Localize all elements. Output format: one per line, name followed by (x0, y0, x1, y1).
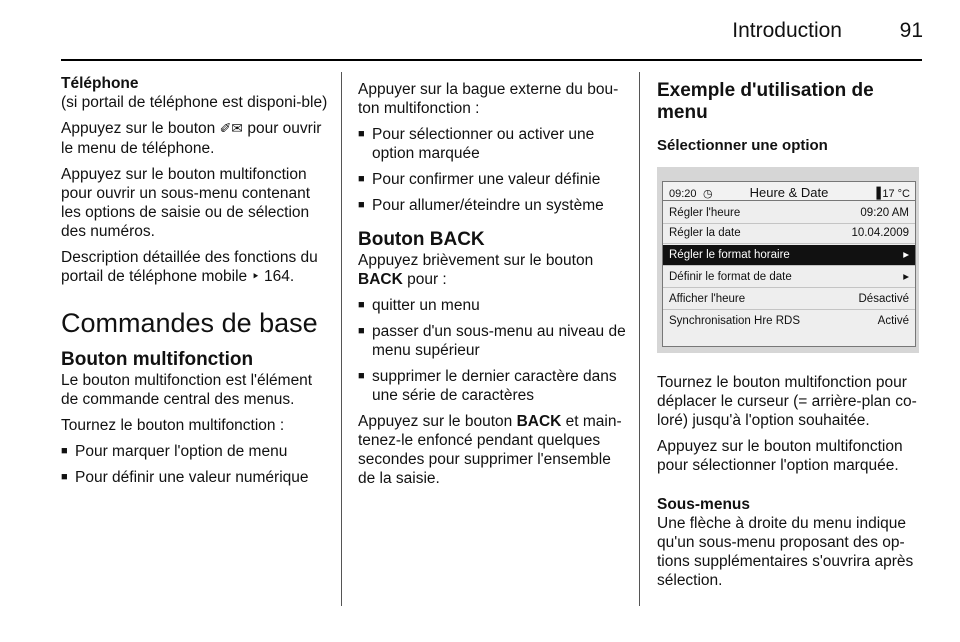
menu-item-value: 09:20 AM (860, 207, 909, 219)
menu-item-value: 10.04.2009 (851, 227, 909, 239)
column-divider (341, 72, 342, 606)
paragraph (358, 251, 626, 289)
menu-item-label: Synchronisation Hre RDS (669, 315, 801, 327)
text: Description détaillée des fonctions du portail de téléphone mobile (61, 249, 318, 285)
menu-item (663, 289, 915, 310)
menu-item (663, 267, 915, 288)
paragraph: Tournez le bouton multifonction : (61, 417, 285, 434)
paragraph (358, 412, 626, 488)
list-item: ■ Pour confirmer une valeur définie (358, 170, 626, 189)
page-header (0, 0, 960, 62)
menu-item (663, 203, 915, 224)
section-heading: Bouton multifonction (61, 349, 254, 370)
column-3 (657, 80, 923, 597)
list-item: ■ supprimer le dernier caractère dans une série de caractères (358, 367, 626, 405)
page-reference-icon: ‣ (251, 269, 260, 285)
subheading: Sélectionner une option (657, 137, 828, 154)
page-number: 91 (899, 19, 923, 42)
paragraph: Appuyez sur le bouton multifonction pour ouvrir un sous-menu contenant les options de saisie ou de sélection des numéros. (61, 166, 311, 240)
list-item: ■ quitter un menu (358, 296, 626, 315)
text: Appuyez sur le bouton (358, 413, 517, 430)
section-heading: Bouton BACK (358, 229, 485, 250)
list-item: ■ passer d'un sous-menu au niveau de menu supérieur (358, 322, 626, 360)
submenu-arrow-icon: ▸ (903, 271, 909, 283)
clock-time: 09:20 (669, 188, 697, 200)
paragraph: Appuyez sur le bouton multifonction pour sélectionner l'option marquée. (657, 438, 903, 474)
temperature: 17 °C (882, 188, 910, 200)
bullet-list (358, 125, 626, 215)
text: pour ouvrir le menu de téléphone. (61, 120, 322, 157)
paragraph: Le bouton multifonction est l'élément de commande central des menus. (61, 372, 313, 408)
column-2 (358, 80, 626, 495)
telephone-note: (si portail de téléphone est disponi-ble) (61, 94, 328, 111)
paragraph (61, 119, 329, 158)
menu-item-label: Définir le format de date (669, 271, 792, 283)
paragraph: Une flèche à droite du menu indique qu'un sous-menu proposant des op-tions supplémentaires s'ouvrira après sélection. (657, 515, 914, 589)
paragraph (61, 248, 329, 287)
bullet-list (61, 442, 329, 487)
text: 164. (259, 268, 295, 285)
list-item: ■ Pour marquer l'option de menu (61, 442, 329, 461)
subheading: Sous-menus (657, 496, 751, 513)
menu-item-selected (663, 245, 915, 266)
button-name: BACK (516, 413, 562, 430)
chapter-heading: Commandes de base (61, 308, 318, 338)
list-item: ■ Pour définir une valeur numérique (61, 468, 329, 487)
submenu-arrow-icon: ▸ (903, 249, 909, 261)
menu-item-label: Régler l'heure (669, 207, 741, 219)
list-item: ■ Pour sélectionner ou activer une option marquée (358, 125, 626, 163)
text: et main-tenez-le enfoncé pendant quelques secondes pour supprimer l'ensemble de la saisie. (358, 413, 622, 487)
screen-title: Heure & Date (749, 185, 829, 200)
paragraph: Appuyer sur la bague externe du bou-ton multifonction : (358, 81, 619, 117)
header-title: Introduction (732, 19, 842, 42)
menu-item (663, 223, 915, 244)
list-item: ■ Pour allumer/éteindre un système (358, 196, 626, 215)
menu-list (662, 200, 916, 347)
menu-item-value: Activé (877, 315, 909, 327)
section-title-telephone: Téléphone (61, 75, 139, 92)
button-name: BACK (358, 271, 403, 288)
bullet-list (358, 296, 626, 405)
text: Appuyez brièvement sur le bouton (358, 252, 594, 269)
menu-item-label: Régler le format horaire (669, 249, 790, 261)
section-heading: Exemple d'utilisation de menu (657, 80, 874, 123)
thermometer-icon: ▌ (876, 187, 885, 200)
menu-item-label: Régler la date (669, 227, 741, 239)
text: pour : (402, 271, 447, 288)
menu-item-label: Afficher l'heure (669, 293, 746, 305)
phone-icon: ✐✉ (219, 121, 244, 137)
menu-screen-illustration (657, 167, 919, 353)
menu-item (663, 311, 915, 331)
paragraph: Tournez le bouton multifonction pour déplacer le curseur (= arrière-plan co-loré) jusqu'à l'option souhaitée. (657, 374, 917, 429)
status-bar (662, 181, 916, 201)
menu-item-value: Désactivé (858, 293, 909, 305)
text: Appuyez sur le bouton (61, 120, 220, 137)
clock-icon: ◷ (703, 187, 713, 200)
column-1 (61, 74, 329, 494)
column-divider (639, 72, 640, 606)
header-rule (61, 59, 922, 61)
